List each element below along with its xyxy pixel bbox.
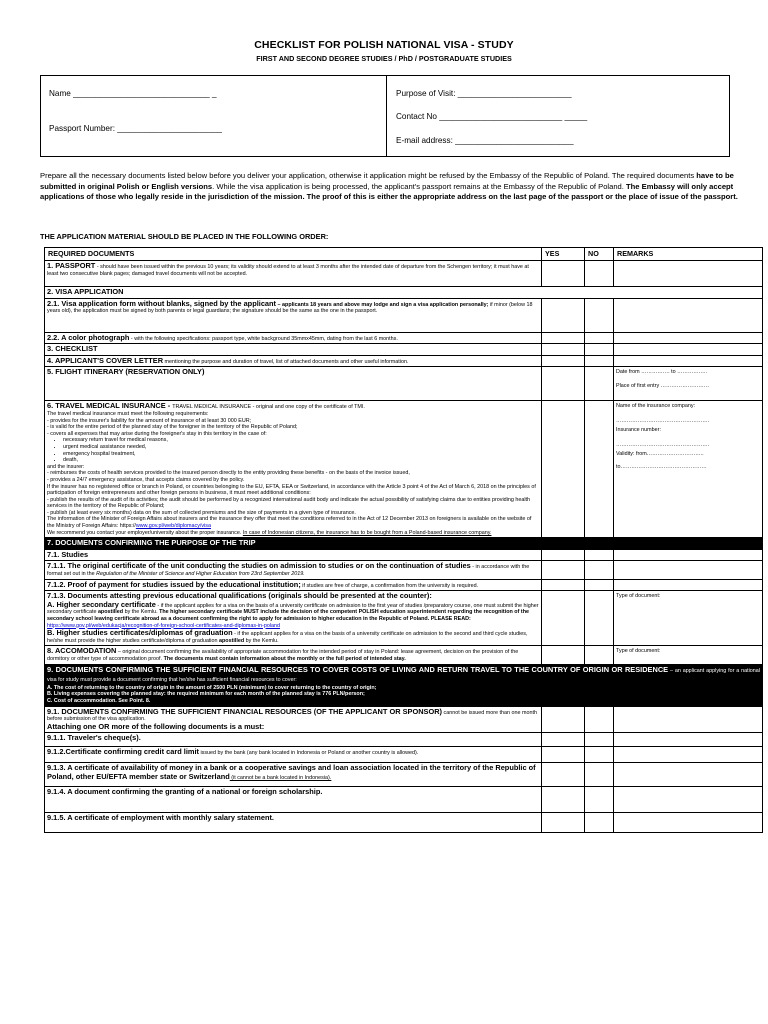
yes-cell[interactable] xyxy=(542,332,585,344)
row-employment-certificate: 9.1.5. A certificate of employment with monthly salary statement. xyxy=(45,813,542,833)
row-text: by the Kemlu. xyxy=(123,609,160,616)
table-row xyxy=(45,298,763,332)
intro-bold-1: have to be submitted in original Polish or English versions xyxy=(40,171,734,191)
applicant-info-box xyxy=(40,75,730,157)
remarks-cell[interactable] xyxy=(614,355,763,367)
remarks-qualifications[interactable]: Type of document: xyxy=(614,591,763,646)
row-text: - if the applicant applies for a visa on the basis of a university certificate on admission to the first year of studies /preparatory course, one must submit the higher secondary certificate xyxy=(47,602,539,616)
yes-cell[interactable] xyxy=(542,579,585,591)
table-row xyxy=(45,579,763,591)
remark-validity-to: to………………………………………… xyxy=(616,464,707,471)
row-bank-certificate xyxy=(45,763,542,787)
table-row xyxy=(45,646,763,664)
header-remarks: REMARKS xyxy=(614,248,763,261)
no-cell[interactable] xyxy=(585,763,614,787)
row-studies: 7.1. Studies xyxy=(45,549,542,561)
section-row xyxy=(45,538,763,550)
no-cell[interactable] xyxy=(585,332,614,344)
row-checklist: 3. CHECKLIST xyxy=(45,344,542,356)
table-row xyxy=(45,787,763,813)
row-scholarship: 9.1.4. A document confirming the granting of a national or foreign scholarship. xyxy=(45,787,542,813)
row-title: 8. ACCOMODATION xyxy=(47,646,117,656)
no-cell[interactable] xyxy=(585,747,614,763)
no-cell[interactable] xyxy=(585,298,614,332)
row-text: issued by the bank (any bank located in Indonesia or Poland or another country is allowed). xyxy=(198,750,419,757)
row-visa-form xyxy=(45,298,542,332)
section-text: – an applicant applying for a national visa for study must provide a document confirming that he/she has sufficient financial resources to cover: xyxy=(47,667,760,684)
row-travel-medical-insurance xyxy=(45,401,542,538)
remarks-accommodation[interactable]: Type of document: xyxy=(614,646,763,664)
section-row xyxy=(45,287,763,299)
intro-text-1: Prepare all the necessary documents listed below before you deliver your application, otherwise it application might be refused by the Embassy of the Republic of Poland. The required documents xyxy=(40,171,697,180)
intro-bold-2: The Embassy will only accept applications of those who legally reside in the jurisdiction of the mission. The proof of this is either the appropriate address on the last page of the passport or the place of issue of the passport. xyxy=(40,181,738,202)
yes-cell[interactable] xyxy=(542,706,585,733)
row-financial-documents xyxy=(45,706,542,733)
row-credit-card-limit xyxy=(45,747,542,763)
financial-item-a: A. The cost of returning to the country of origin in the amount of 2500 PLN (minimum) to cover returning to the country of origin; xyxy=(47,684,377,691)
yes-cell[interactable] xyxy=(542,813,585,833)
no-cell[interactable] xyxy=(585,646,614,664)
table-row xyxy=(45,332,763,344)
list-item: • necessary return travel for medical reasons, xyxy=(63,437,539,444)
row-travelers-cheques: 9.1.1. Traveler's cheque(s). xyxy=(45,733,542,747)
yes-cell[interactable] xyxy=(542,367,585,401)
diplomacy-visa-link[interactable]: www.gov.pl/web/diplomacy/visa xyxy=(135,523,211,530)
row-text: - if the applicant applies for a visa on the basis of a university certificate on admission to the second and third cycle studies, he/she must provide the higher studies certificate/diploma of graduation xyxy=(47,631,528,644)
row-text: (it cannot be a bank located in Indonesia). xyxy=(229,774,332,781)
list-item: • urgent medical assistance needed, xyxy=(63,444,539,451)
no-cell[interactable] xyxy=(585,561,614,579)
row-text: - in accordance with the format set out in the xyxy=(47,564,530,578)
remarks-cell[interactable] xyxy=(614,733,763,747)
remark-date-range: Date from ……………. to …………….. xyxy=(616,369,708,376)
header-yes: YES xyxy=(542,248,585,261)
insurance-line: The travel medical insurance must meet the following requirements: xyxy=(47,410,209,417)
section-purpose-of-trip: 7. DOCUMENTS CONFIRMING THE PURPOSE OF THE TRIP xyxy=(45,538,763,550)
yes-cell[interactable] xyxy=(542,591,585,646)
insurance-line: - provides a 24/7 emergency assistance, that accepts claims covered by the policy. xyxy=(47,476,245,483)
insurance-line: and the insurer: xyxy=(47,463,85,470)
no-cell[interactable] xyxy=(585,787,614,813)
no-cell[interactable] xyxy=(585,355,614,367)
table-row xyxy=(45,763,763,787)
remark-insurer-name: Name of the insurance company: xyxy=(616,403,696,410)
table-row xyxy=(45,733,763,747)
no-cell[interactable] xyxy=(585,813,614,833)
remarks-insurance[interactable] xyxy=(614,401,763,538)
table-row xyxy=(45,706,763,733)
row-title: 9.1.3. A certificate of availability of money in a bank or a cooperative savings and loan association located in the territory of the Republic of Poland, other EU/EFTA member state or Switzerland xyxy=(47,763,536,781)
row-subtitle: B. Higher studies certificates/diplomas of graduation xyxy=(47,628,233,638)
yes-cell[interactable] xyxy=(542,561,585,579)
row-title: 2.2. A color photograph xyxy=(47,332,130,342)
list-item: • emergency hospital treatment, xyxy=(63,451,539,458)
remarks-cell[interactable] xyxy=(614,561,763,579)
email-field[interactable]: E-mail address: __________________________ xyxy=(396,136,574,145)
higher-secondary-block xyxy=(47,601,539,629)
row-passport xyxy=(45,261,542,287)
checklist-table xyxy=(44,247,763,833)
table-row xyxy=(45,813,763,833)
yes-cell[interactable] xyxy=(542,787,585,813)
remarks-cell[interactable] xyxy=(614,298,763,332)
yes-cell[interactable] xyxy=(542,763,585,787)
row-bold: The documents must contain information about the monthly or the full period of intended stay. xyxy=(163,655,406,662)
row-title: 2.1. Visa application form without blanks, signed by the applicant xyxy=(47,298,277,308)
table-row xyxy=(45,367,763,401)
yes-cell[interactable] xyxy=(542,646,585,664)
insurance-line: - provides for the insurer's liability for the amount of insurance of at least 30 000 EUR; xyxy=(47,417,252,424)
document-title: CHECKLIST FOR POLISH NATIONAL VISA - STUDY xyxy=(254,39,514,51)
info-divider xyxy=(386,76,387,156)
no-cell[interactable] xyxy=(585,579,614,591)
table-header-row xyxy=(45,248,763,261)
insurance-line xyxy=(47,530,539,537)
insurance-bullets xyxy=(47,437,539,463)
row-bold: apostilled xyxy=(97,609,124,616)
remark-first-entry: Place of first entry ……………………… xyxy=(616,383,710,390)
row-text: by the Kemlu. xyxy=(244,637,279,644)
section-visa-application: 2. VISA APPLICATION xyxy=(45,287,763,299)
no-cell[interactable] xyxy=(585,591,614,646)
remark-blank: ……………………………………………. xyxy=(616,442,710,449)
row-accommodation xyxy=(45,646,542,664)
yes-cell[interactable] xyxy=(542,549,585,561)
yes-cell[interactable] xyxy=(542,733,585,747)
yes-cell[interactable] xyxy=(542,261,585,287)
passport-number-field[interactable]: Passport Number: _______________________ xyxy=(49,124,222,133)
financial-item-b: B. Living expenses covering the planned stay: the required minimum for each month of the planned stay is 776 PLN/person; xyxy=(47,691,365,698)
row-italic: Regulation of the Minister of Science and Higher Education from 23rd September 2019. xyxy=(96,571,305,578)
insurance-line: If the insurer has no registered office or branch in Poland, or countries belonging to the EU, EFTA, EEA or Switzerland, in accordance with the Article 3 point 4 of the Act of March 6, 2018 on the principles of participation of foreign entrepreneurs and other foreign persons in business, it must meet additional conditions: xyxy=(47,483,536,497)
row-subtitle: A. Higher secondary certificate xyxy=(47,599,156,609)
remark-validity-from: Validity: from………………………….. xyxy=(616,451,704,458)
no-cell[interactable] xyxy=(585,706,614,733)
row-photograph xyxy=(45,332,542,344)
row-bold: The higher secondary certificate MUST include the decision of the competent POLISH education superintendent regarding the recognition of the secondary school leaving certificate abroad as a document confirming the right to apply for admission to higher education in the Republic of Poland. PLEASE READ: xyxy=(47,609,529,622)
yes-cell[interactable] xyxy=(542,298,585,332)
remarks-cell[interactable] xyxy=(614,332,763,344)
table-row xyxy=(45,355,763,367)
row-cover-letter xyxy=(45,355,542,367)
row-text: - with the following specifications: passport type, white background 35mmx45mm, dating from the last 6 months. xyxy=(129,335,398,342)
higher-studies-block xyxy=(47,629,539,644)
section-title: 9. DOCUMENTS CONFIRMING THE SUFFICIENT FINANCIAL RESOURCES TO COVER COSTS OF LIVING AND RETURN TRAVEL TO THE COUNTRY OF ORIGIN OR RESIDENCE xyxy=(47,664,669,674)
row-bold: Attaching one OR more of the following documents is a must: xyxy=(47,721,265,731)
row-proof-of-payment xyxy=(45,579,542,591)
insurance-underlined: In case of Indonesian citizens, the insurance has to be bought from a Poland-based insurance company. xyxy=(242,529,492,536)
table-row xyxy=(45,549,763,561)
list-item: • death, xyxy=(63,457,539,464)
table-row xyxy=(45,591,763,646)
yes-cell[interactable] xyxy=(542,747,585,763)
purpose-of-visit-field[interactable]: Purpose of Visit: _________________________ xyxy=(396,89,572,98)
remarks-cell[interactable] xyxy=(614,763,763,787)
no-cell[interactable] xyxy=(585,549,614,561)
document-subtitle: FIRST AND SECOND DEGREE STUDIES / PhD / POSTGRADUATE STUDIES xyxy=(256,54,512,63)
row-title: 9.1. DOCUMENTS CONFIRMING THE SUFFICIENT FINANCIAL RESOURCES (OF THE APPLICANT OR SPONSOR) xyxy=(47,706,443,716)
remarks-cell[interactable] xyxy=(614,706,763,733)
insurance-line: - reimburses the costs of health services provided to the insured person directly to the entity providing these benefits - on the basis of the invoice issued, xyxy=(47,470,410,477)
no-cell[interactable] xyxy=(585,367,614,401)
financial-item-c: C. Cost of accommodation. See Point. 8. xyxy=(47,697,151,704)
remarks-cell[interactable] xyxy=(614,579,763,591)
no-cell[interactable] xyxy=(585,344,614,356)
row-title: 9.1.2.Certificate confirming credit card limit xyxy=(47,747,199,757)
insurance-line: - publish (at least every six months) data on the sum of collected premiums and the size of payments in a given type of insurance. xyxy=(47,509,356,516)
row-title: 7.1.3. Documents attesting previous educational qualifications (originals should be presented at the counter): xyxy=(47,591,432,601)
row-flight-itinerary: 5. FLIGHT ITINERARY (RESERVATION ONLY) xyxy=(45,367,542,401)
row-admission-certificate xyxy=(45,561,542,579)
insurance-line xyxy=(47,516,539,529)
row-text: mentioning the purpose and duration of travel, list of attached documents and other useful information. xyxy=(163,358,409,365)
intro-paragraph xyxy=(40,171,758,203)
insurance-line: - covers all expenses that may arise during the foreigner's stay in this territory in the case of: xyxy=(47,430,267,437)
row-text: - should have been issued within the previous 10 years; its validity should extend to at least 3 months after the intended date of departure from the Schengen territory; it must have at least two consecutive blank pages; damaged travel documents will not be accepted. xyxy=(47,264,529,277)
insurance-text: We recommend you contact your employer/university about the proper insurance. xyxy=(47,529,243,536)
no-cell[interactable] xyxy=(585,401,614,538)
yes-cell[interactable] xyxy=(542,355,585,367)
remarks-cell[interactable] xyxy=(614,747,763,763)
remarks-cell[interactable] xyxy=(614,787,763,813)
remark-insurance-number: Insurance number: xyxy=(616,427,661,434)
table-row xyxy=(45,261,763,287)
header-required-documents: REQUIRED DOCUMENTS xyxy=(45,248,542,261)
header-no: NO xyxy=(585,248,614,261)
name-field[interactable]: Name ______________________________ _ xyxy=(49,89,217,98)
insurance-line: - publish the results of the audit of its activities; the audit should be performed by a recognized international audit body and indicate the actual possibility of satisfying claims due to entities providing health services in the territory of the Republic of Poland; xyxy=(47,496,531,510)
table-row xyxy=(45,401,763,538)
table-row xyxy=(45,747,763,763)
row-title: 4. APPLICANT'S COVER LETTER xyxy=(47,355,164,365)
row-text: if minor (below 18 years old), the application must be signed by both parents or legal guardians; the signature should be the same as the one in the passport. xyxy=(47,301,533,315)
table-row xyxy=(45,344,763,356)
intro-text-2: . While the visa application is being processed, the applicant's passport remains at the Embassy of the Republic of Poland. xyxy=(212,181,627,191)
order-label: THE APPLICATION MATERIAL SHOULD BE PLACED IN THE FOLLOWING ORDER: xyxy=(40,232,329,241)
remarks-cell[interactable] xyxy=(614,813,763,833)
row-bold: – applicants 18 years and above may lodge and sign a visa application personally; xyxy=(276,301,489,308)
insurance-text: The information of the Minister of Foreign Affairs about insurers and the insurance they offer that meet the conditions referred to in the Act of 12 December 2013 on foreigners is available on the website of the Ministry of Foreign Affairs: https:// xyxy=(47,516,532,530)
row-title: 7.1.2. Proof of payment for studies issued by the educational institution; xyxy=(47,579,301,589)
row-bold: apostilled xyxy=(219,637,245,644)
remarks-cell[interactable] xyxy=(614,549,763,561)
table-row xyxy=(45,561,763,579)
remarks-cell[interactable] xyxy=(614,261,763,287)
row-text: TRAVEL MEDICAL INSURANCE - original and one copy of the certificate of TMI. xyxy=(172,404,365,411)
section-financial-resources xyxy=(45,664,763,706)
no-cell[interactable] xyxy=(585,261,614,287)
row-title: 6. TRAVEL MEDICAL INSURANCE - xyxy=(47,401,173,411)
row-text: if studies are free of charge, a confirmation from the university is required. xyxy=(300,582,479,589)
remarks-flight[interactable] xyxy=(614,367,763,401)
row-text: – original document confirming the availability of appropriate accommodation for the intended period of stay in Poland: lease agreement, decision on the provision of the dormitory or other type of accommodation proof. xyxy=(47,649,519,662)
yes-cell[interactable] xyxy=(542,344,585,356)
row-title: 1. PASSPORT xyxy=(47,261,96,270)
recognition-link[interactable]: https://www.gov.pl/web/edukacja/recognition-of-foreign-school-certificates-and-diplomas-in-poland xyxy=(47,622,281,629)
remarks-cell[interactable] xyxy=(614,344,763,356)
no-cell[interactable] xyxy=(585,733,614,747)
row-title: 7.1.1. The original certificate of the unit conducting the studies on admission to studies or on the continuation of studies xyxy=(47,561,471,571)
row-educational-qualifications xyxy=(45,591,542,646)
contact-number-field[interactable]: Contact No ___________________________ _____ xyxy=(396,112,588,121)
section-row xyxy=(45,664,763,706)
row-text: cannot be issued more than one month before submission of the visa application. xyxy=(47,709,538,723)
yes-cell[interactable] xyxy=(542,401,585,538)
remark-blank: ……………………………………………. xyxy=(616,418,710,425)
insurance-line: - is valid for the entire period of the planned stay of the foreigner in the territory of the Republic of Poland; xyxy=(47,424,298,431)
